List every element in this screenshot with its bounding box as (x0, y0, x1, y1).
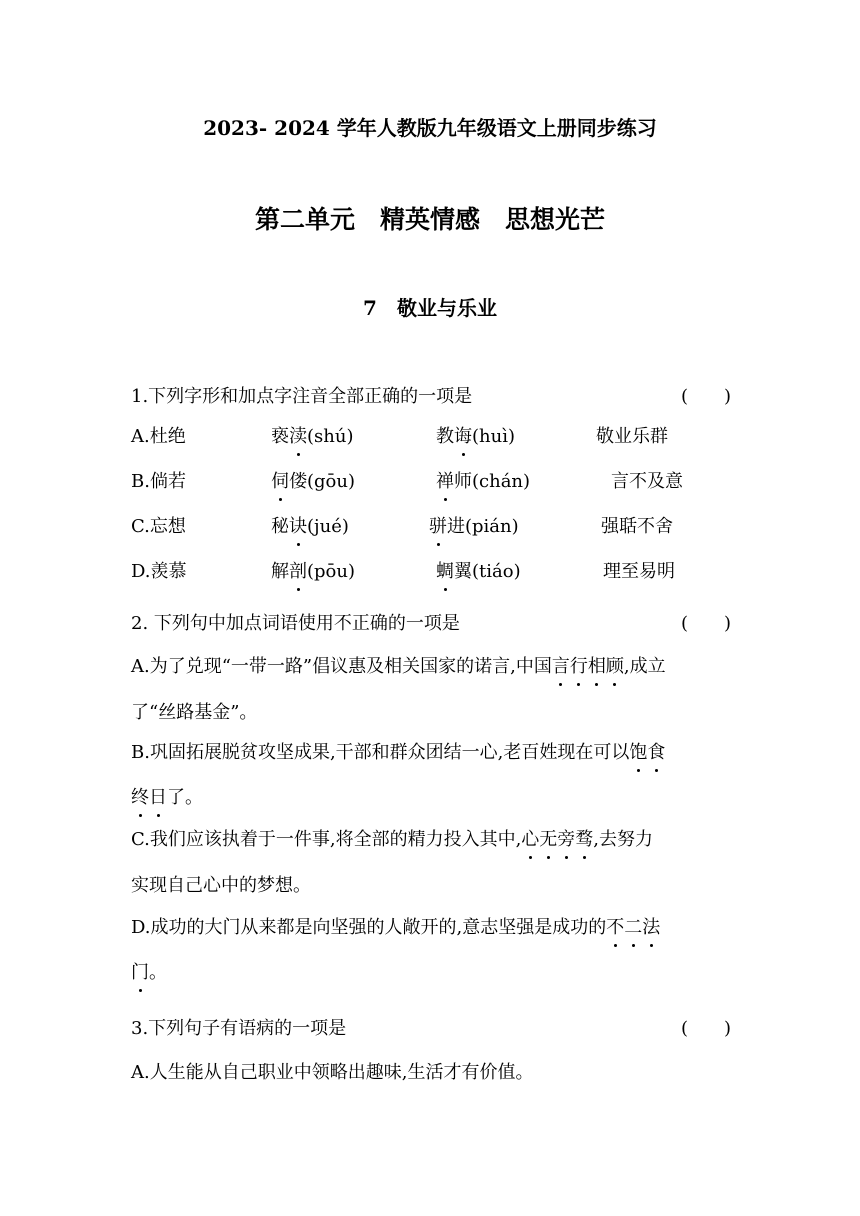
unit-title: 第二单元 精英情感 思想光芒 (254, 205, 605, 234)
char: 秘 (271, 516, 289, 537)
char: 解 (271, 561, 289, 582)
question-1-stem-line (131, 384, 731, 410)
dotted-char: 法 (642, 915, 660, 941)
dotted-char: 不 (606, 915, 624, 941)
dotted-char: 诀 (289, 514, 307, 540)
dotted-char: 行 (570, 654, 588, 680)
option-a-word-4: 敬业乐群 (596, 426, 668, 447)
question-2-answer-bracket: ( ) (680, 613, 731, 634)
sentence-text: A.为了兑现“一带一路”倡议惠及相关国家的诺言,中国 (131, 656, 552, 677)
pinyin: (shú) (307, 426, 354, 447)
dotted-char: 骈 (429, 514, 447, 540)
question-2-stem: 2. 下列句中加点词语使用不正确的一项是 (131, 613, 460, 634)
char: 偻 (289, 471, 307, 492)
dotted-char: 日 (149, 785, 167, 811)
option-b-word-4: 言不及意 (611, 471, 683, 492)
option-a-word-2 (271, 424, 353, 450)
option-d-word-1: D.羡慕 (131, 561, 187, 582)
option-a-word-1: A.杜绝 (131, 426, 186, 447)
question-2-option-b-line-1 (131, 740, 731, 766)
dotted-char: 禅 (436, 469, 454, 495)
option-d-word-4: 理至易明 (603, 561, 675, 582)
dotted-char: 心 (521, 827, 539, 853)
question-2-option-d-line-1 (131, 915, 731, 941)
dotted-char: 门 (131, 960, 149, 986)
question-2-option-c-line-1 (131, 827, 731, 853)
sentence-text: D.成功的大门从来都是向坚强的人敞开的,意志坚强是成功的 (131, 917, 607, 938)
char: 教 (436, 426, 454, 447)
dotted-char: 无 (539, 827, 557, 853)
pinyin: (tiáo) (472, 561, 521, 582)
option-c-word-2 (271, 514, 349, 540)
dotted-char: 剖 (289, 559, 307, 585)
question-2-option-a-line-2: 了“丝路基金”。 (131, 702, 258, 723)
pinyin: (gōu) (307, 471, 355, 492)
sentence-text: ,成立 (623, 656, 666, 677)
dotted-char: 二 (624, 915, 642, 941)
lesson-title: 7 敬业与乐业 (363, 296, 497, 320)
option-d-word-3 (436, 559, 521, 585)
sentence-text: ,去努力 (593, 829, 654, 850)
option-b-word-2 (271, 469, 355, 495)
question-3-answer-bracket: ( ) (680, 1018, 731, 1039)
dotted-char: 渎 (289, 424, 307, 450)
document-title: 2023- 2024 学年人教版九年级语文上册同步练习 (203, 116, 657, 140)
option-d-word-2 (271, 559, 355, 585)
question-2-stem-line (131, 611, 731, 637)
option-c-word-4: 强聒不舍 (601, 516, 673, 537)
question-1-answer-bracket: ( ) (680, 386, 731, 407)
dotted-char: 言 (552, 654, 570, 680)
dotted-char: 诲 (454, 424, 472, 450)
question-2-option-d-line-2 (131, 960, 731, 986)
question-2-option-b-line-2 (131, 785, 731, 811)
sentence-text: 。 (149, 962, 167, 983)
pinyin: (pōu) (307, 561, 355, 582)
option-b-word-3 (436, 469, 530, 495)
question-3-stem: 3.下列句子有语病的一项是 (131, 1018, 347, 1039)
dotted-char: 饱 (629, 740, 647, 766)
sentence-text: B.巩固拓展脱贫攻坚成果,干部和群众团结一心,老百姓现在可以 (131, 742, 630, 763)
pinyin: (pián) (465, 516, 519, 537)
dotted-char: 骛 (575, 827, 593, 853)
char: 师 (454, 471, 472, 492)
char: 亵 (271, 426, 289, 447)
sentence-text: C.我们应该执着于一件事,将全部的精力投入其中, (131, 829, 522, 850)
question-3-option-a: A.人生能从自己职业中领略出趣味,生活才有价值。 (131, 1062, 534, 1083)
question-3-stem-line (131, 1016, 731, 1042)
char: 翼 (454, 561, 472, 582)
dotted-char: 食 (647, 740, 665, 766)
char: 进 (447, 516, 465, 537)
sentence-text: 了。 (167, 787, 203, 808)
pinyin: (jué) (307, 516, 349, 537)
option-a-word-3 (436, 424, 515, 450)
question-1-stem: 1.下列字形和加点字注音全部正确的一项是 (131, 386, 473, 407)
question-2-option-a-line-1 (131, 654, 731, 680)
dotted-char: 旁 (557, 827, 575, 853)
dotted-char: 终 (131, 785, 149, 811)
question-2-option-c-line-2: 实现自己心中的梦想。 (131, 875, 311, 896)
pinyin: (chán) (472, 471, 531, 492)
option-b-word-1: B.倘若 (131, 471, 186, 492)
option-c-word-3 (429, 514, 519, 540)
dotted-char: 蜩 (436, 559, 454, 585)
dotted-char: 顾 (606, 654, 624, 680)
option-c-word-1: C.忘想 (131, 516, 186, 537)
pinyin: (huì) (472, 426, 515, 447)
dotted-char: 伺 (271, 469, 289, 495)
dotted-char: 相 (588, 654, 606, 680)
